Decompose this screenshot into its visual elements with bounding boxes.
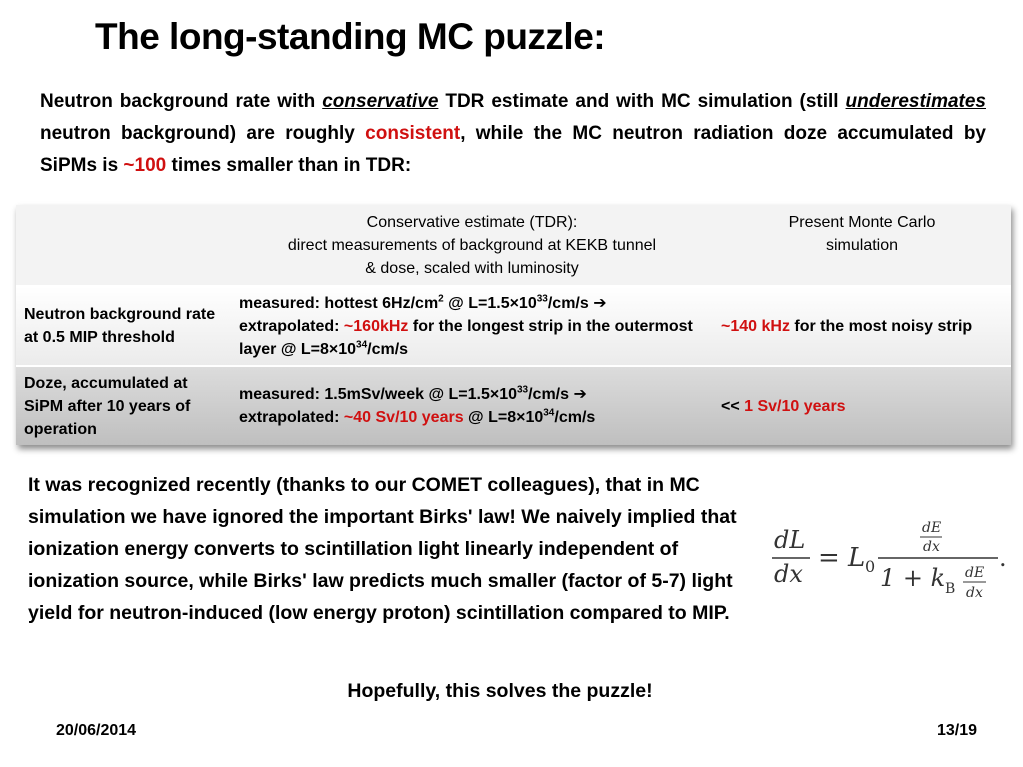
formula-coef: L [848,543,866,573]
formula-lhs-num: dL [774,526,806,554]
formula-coef-sub: 0 [865,557,876,576]
cell-text: for the longest strip in the outermost layer @ L=8×10 [239,317,693,358]
formula-den-num: dE [965,565,985,581]
row-label-doze: Doze, accumulated at SiPM after 10 years of operation [16,366,231,445]
intro-underestimates: underestimates [845,91,986,112]
cell-text: for the most noisy strip [789,317,973,335]
explanation-paragraph: It was recognized recently (thanks to our COMET colleagues), that in MC simulation we have ignored the important Birks' law! We naively implied that ionization energy converts to scintillation light linearly independent of ionization source, while Birks' law predicts much smaller (factor of 5-7) light yield for neutron-induced (low energy proton) scintillation compared to MIP. [28,474,737,624]
cell-text: << [721,397,745,415]
cell-text: @ L=1.5×10 [443,294,537,312]
intro-conservative: conservative [322,91,439,112]
intro-factor: ~100 [123,155,167,176]
cell-text: /cm/s ➔ [528,386,587,403]
cell-highlight: ~40 Sv/10 years [343,409,464,426]
cell-text: measured: 1.5mSv/week @ L=1.5×10 [239,386,517,403]
table-header-mc: Present Monte Carlo simulation [713,205,1011,286]
cell-sup: 33 [536,293,548,305]
formula-equals: = [818,543,840,573]
formula-lhs-den: dx [774,560,803,588]
cell-text: @ L=8×10 [463,409,544,426]
cell-highlight: ~140 kHz [721,317,790,335]
cell-sup: 33 [516,384,529,396]
cell-text: /cm/s [367,340,409,358]
intro-paragraph [40,86,986,182]
intro-text: Neutron background rate with [40,91,323,112]
table-header-row [16,205,1011,286]
cell-text: /cm/s ➔ [547,294,607,312]
closing-line: Hopefully, this solves the puzzle! [347,680,653,702]
row-label-neutron-rate: Neutron background rate at 0.5 MIP threshold [16,286,231,366]
table-header-tdr: Conservative estimate (TDR): direct measurements of background at KEKB tunnel & dose, scaled with luminosity [231,205,713,286]
cell-tdr-doze [231,366,713,445]
cell-mc-neutron-rate [713,286,1011,366]
intro-text: neutron background) are roughly [40,123,366,144]
slide-title: The long-standing MC puzzle: [95,16,606,57]
intro-consistent: consistent [365,123,461,144]
intro-text: , while the MC neutron radiation doze accumulated by SiPMs is [40,123,986,176]
birks-law-formula [770,518,1010,602]
cell-text: extrapolated: [239,409,344,426]
footer-page-number: 13/19 [937,722,978,739]
formula-num-den: dx [923,539,940,555]
cell-highlight: 1 Sv/10 years [744,397,846,415]
cell-highlight: ~160kHz [343,317,409,335]
formula-num-num: dE [922,520,942,536]
cell-sup: 34 [543,407,555,419]
cell-sup: 34 [356,339,368,351]
cell-text: measured: hottest 6Hz/cm [239,294,439,312]
cell-text: extrapolated: [239,317,344,335]
intro-text: times smaller than in TDR: [166,155,412,176]
table-row [16,366,1011,445]
cell-mc-doze [713,366,1011,445]
formula-end: . [999,544,1007,572]
formula-den-sub: B [945,581,956,597]
cell-sup: 2 [438,293,444,305]
comparison-table [16,205,1011,445]
formula-den-prefix: 1 + k [880,564,946,592]
footer-date: 20/06/2014 [56,722,137,739]
formula-den-den: dx [966,585,983,601]
cell-tdr-neutron-rate [231,286,713,366]
cell-text: /cm/s [554,409,596,426]
table-header-empty [16,205,231,286]
table-row [16,286,1011,366]
intro-text: TDR estimate and with MC simulation (still [438,91,846,112]
